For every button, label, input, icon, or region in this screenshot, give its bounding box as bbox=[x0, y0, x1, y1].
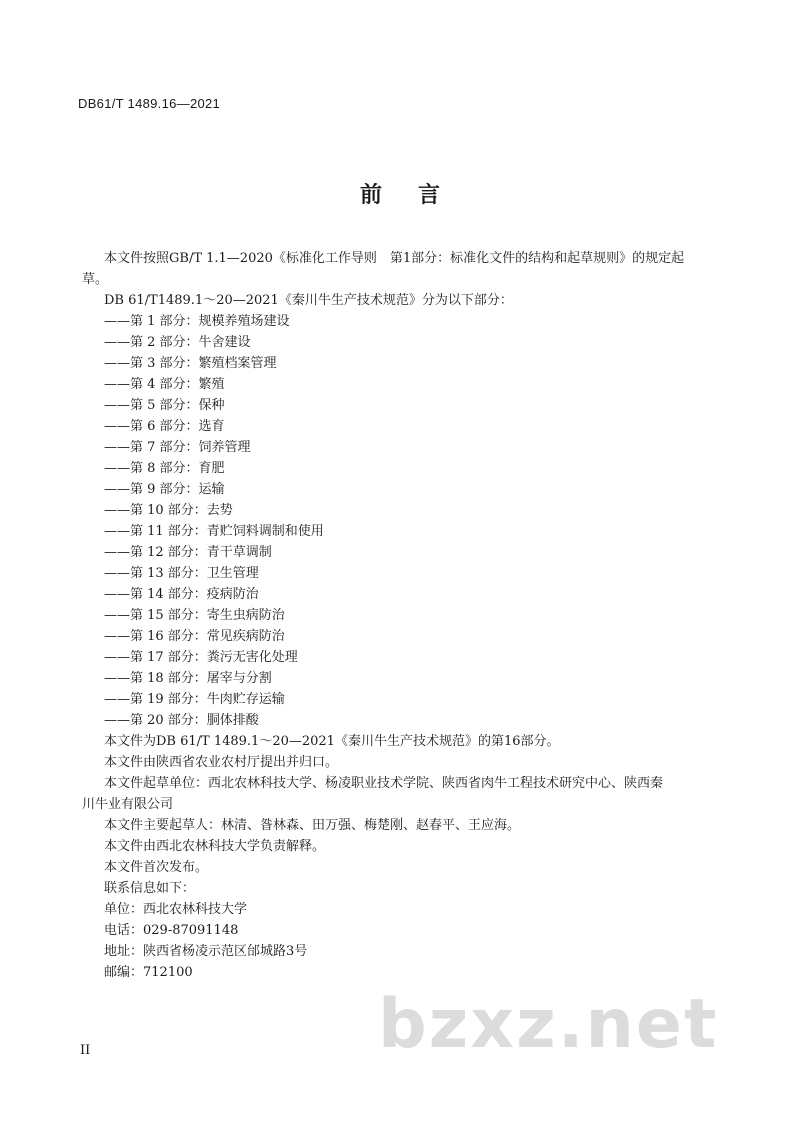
list-item: ——第 17 部分：粪污无害化处理 bbox=[104, 650, 298, 665]
contact-address: 地址：陕西省杨凌示范区邰城路3号 bbox=[104, 944, 308, 959]
interpretation-statement: 本文件由西北农林科技大学负责解释。 bbox=[104, 839, 326, 854]
list-item: ——第 16 部分：常见疾病防治 bbox=[104, 629, 285, 644]
intro-line-1: 本文件按照GB/T 1.1—2020《标准化工作导则 第1部分：标准化文件的结构和起草规则》的规定起 bbox=[104, 251, 685, 266]
list-item: ——第 2 部分：牛舍建设 bbox=[104, 335, 251, 350]
contact-unit: 单位：西北农林科技大学 bbox=[104, 902, 248, 917]
title-char-2: 言 bbox=[418, 183, 441, 208]
title-char-1: 前 bbox=[359, 183, 382, 208]
list-item: ——第 5 部分：保种 bbox=[104, 398, 225, 413]
first-release-statement: 本文件首次发布。 bbox=[104, 860, 209, 875]
drafting-units-line-1: 本文件起草单位：西北农林科技大学、杨凌职业技术学院、陕西省肉牛工程技术研究中心、陕西秦 bbox=[104, 776, 664, 791]
list-item: ——第 8 部分：育肥 bbox=[104, 461, 225, 476]
contact-phone: 电话：029-87091148 bbox=[104, 923, 239, 938]
parts-list bbox=[82, 311, 722, 731]
standard-code: DB61/T 1489.16—2021 bbox=[78, 96, 221, 111]
watermark: bzxz.net bbox=[378, 985, 719, 1064]
list-item: ——第 14 部分：疫病防治 bbox=[104, 587, 259, 602]
list-item: ——第 6 部分：选育 bbox=[104, 419, 225, 434]
this-part-statement: 本文件为DB 61/T 1489.1～20—2021《秦川牛生产技术规范》的第16部分。 bbox=[104, 734, 560, 749]
proposer-statement: 本文件由陕西省农业农村厅提出并归口。 bbox=[104, 755, 339, 770]
list-item: ——第 7 部分：饲养管理 bbox=[104, 440, 251, 455]
foreword-body bbox=[82, 248, 722, 983]
drafting-units-line-2: 川牛业有限公司 bbox=[82, 797, 174, 812]
list-item: ——第 20 部分：胴体排酸 bbox=[104, 713, 259, 728]
series-statement: DB 61/T1489.1～20—2021《秦川牛生产技术规范》分为以下部分： bbox=[104, 293, 513, 308]
drafters-statement: 本文件主要起草人：林清、昝林森、田万强、梅楚刚、赵春平、王应海。 bbox=[104, 818, 521, 833]
list-item: ——第 19 部分：牛肉贮存运输 bbox=[104, 692, 285, 707]
list-item: ——第 3 部分：繁殖档案管理 bbox=[104, 356, 277, 371]
list-item: ——第 1 部分：规模养殖场建设 bbox=[104, 314, 290, 329]
list-item: ——第 12 部分：青干草调制 bbox=[104, 545, 272, 560]
list-item: ——第 15 部分：寄生虫病防治 bbox=[104, 608, 285, 623]
list-item: ——第 10 部分：去势 bbox=[104, 503, 233, 518]
intro-line-2: 草。 bbox=[82, 272, 109, 287]
contact-postcode: 邮编：712100 bbox=[104, 965, 193, 980]
page-title bbox=[0, 178, 800, 209]
contact-heading: 联系信息如下： bbox=[104, 881, 196, 896]
list-item: ——第 11 部分：青贮饲料调制和使用 bbox=[104, 524, 324, 539]
list-item: ——第 9 部分：运输 bbox=[104, 482, 225, 497]
page-number: II bbox=[80, 1043, 91, 1058]
list-item: ——第 13 部分：卫生管理 bbox=[104, 566, 259, 581]
list-item: ——第 18 部分：屠宰与分割 bbox=[104, 671, 272, 686]
list-item: ——第 4 部分：繁殖 bbox=[104, 377, 225, 392]
